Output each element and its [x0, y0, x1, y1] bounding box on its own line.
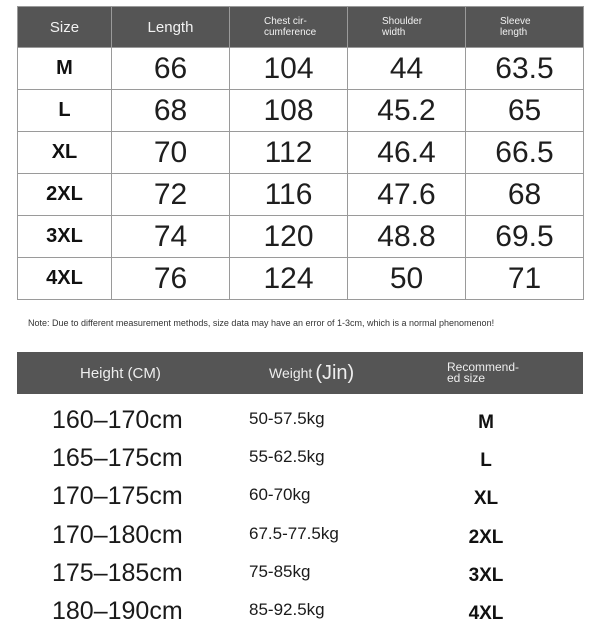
table-row	[18, 258, 584, 300]
recommended-size: 4XL	[468, 602, 504, 624]
sleeve-cell: 65	[466, 90, 584, 132]
table-row	[18, 48, 584, 90]
table-row	[18, 174, 584, 216]
length-cell: 66	[112, 48, 230, 90]
header-recommended-line2: ed size	[447, 371, 486, 385]
shoulder-cell: 46.4	[348, 132, 466, 174]
header-shoulder	[348, 7, 466, 48]
chest-cell: 116	[230, 174, 348, 216]
recommended-size: 2XL	[468, 526, 504, 548]
header-chest	[230, 7, 348, 48]
list-item	[0, 519, 600, 557]
list-item	[0, 442, 600, 480]
header-recommended-line1: Recommend-	[447, 360, 520, 374]
height-range: 165–175cm	[52, 444, 183, 473]
chest-cell: 120	[230, 216, 348, 258]
weight-range: 55-62.5kg	[249, 447, 325, 467]
chest-cell: 112	[230, 132, 348, 174]
header-sleeve	[466, 7, 584, 48]
shoulder-cell: 47.6	[348, 174, 466, 216]
size-cell: 2XL	[18, 174, 112, 216]
length-cell: 72	[112, 174, 230, 216]
list-item	[0, 595, 600, 633]
recommended-size: M	[478, 412, 494, 433]
list-item	[0, 557, 600, 595]
recommended-size: 3XL	[468, 564, 504, 586]
header-size: Size	[18, 7, 112, 48]
header-length: Length	[112, 7, 230, 48]
weight-range: 67.5-77.5kg	[249, 523, 339, 543]
header-shoulder-line1: Shoulder	[382, 16, 423, 27]
weight-range: 50-57.5kg	[249, 409, 325, 428]
header-chest-line1: Chest cir-	[264, 16, 307, 27]
length-cell: 70	[112, 132, 230, 174]
weight-range: 85-92.5kg	[249, 599, 325, 619]
table-row	[18, 216, 584, 258]
sleeve-cell: 63.5	[466, 48, 584, 90]
measurement-note: Note: Due to different measurement methods, size data may have an error of 1-3cm, which is a normal phenomenon!	[28, 318, 495, 328]
size-cell: 4XL	[18, 258, 112, 300]
height-range: 170–175cm	[52, 482, 183, 511]
size-chart-header	[18, 7, 584, 48]
size-cell: XL	[18, 132, 112, 174]
header-weight-unit: (Jin)	[315, 361, 355, 384]
weight-range: 75-85kg	[249, 561, 311, 581]
list-item	[0, 480, 600, 518]
chest-cell: 108	[230, 90, 348, 132]
header-weight	[269, 352, 354, 394]
size-cell: M	[18, 48, 112, 90]
shoulder-cell: 45.2	[348, 90, 466, 132]
sleeve-cell: 69.5	[466, 216, 584, 258]
chest-cell: 124	[230, 258, 348, 300]
sleeve-cell: 66.5	[466, 132, 584, 174]
recommendation-list	[0, 404, 600, 633]
header-weight-label: Weight	[269, 365, 313, 381]
chest-cell: 104	[230, 48, 348, 90]
sleeve-cell: 71	[466, 258, 584, 300]
length-cell: 68	[112, 90, 230, 132]
recommendation-header	[17, 352, 583, 394]
header-recommended-size	[447, 352, 519, 394]
length-cell: 74	[112, 216, 230, 258]
table-row	[18, 132, 584, 174]
size-cell: 3XL	[18, 216, 112, 258]
height-range: 180–190cm	[52, 596, 183, 625]
sleeve-cell: 68	[466, 174, 584, 216]
size-chart-body	[18, 48, 584, 300]
list-item	[0, 404, 600, 442]
height-range: 160–170cm	[52, 406, 183, 434]
shoulder-cell: 50	[348, 258, 466, 300]
height-range: 175–185cm	[52, 558, 183, 587]
shoulder-cell: 44	[348, 48, 466, 90]
recommended-size: L	[480, 450, 492, 472]
recommended-size: XL	[473, 488, 499, 510]
length-cell: 76	[112, 258, 230, 300]
header-sleeve-line2: length	[500, 27, 528, 38]
weight-range: 60-70kg	[249, 485, 311, 505]
size-chart-table	[17, 6, 584, 300]
header-height: Height (CM)	[80, 364, 161, 382]
height-range: 170–180cm	[52, 520, 183, 549]
shoulder-cell: 48.8	[348, 216, 466, 258]
header-sleeve-line1: Sleeve	[500, 16, 531, 27]
header-chest-line2: cumference	[264, 27, 317, 38]
table-row	[18, 90, 584, 132]
size-cell: L	[18, 90, 112, 132]
header-shoulder-line2: width	[382, 27, 406, 38]
